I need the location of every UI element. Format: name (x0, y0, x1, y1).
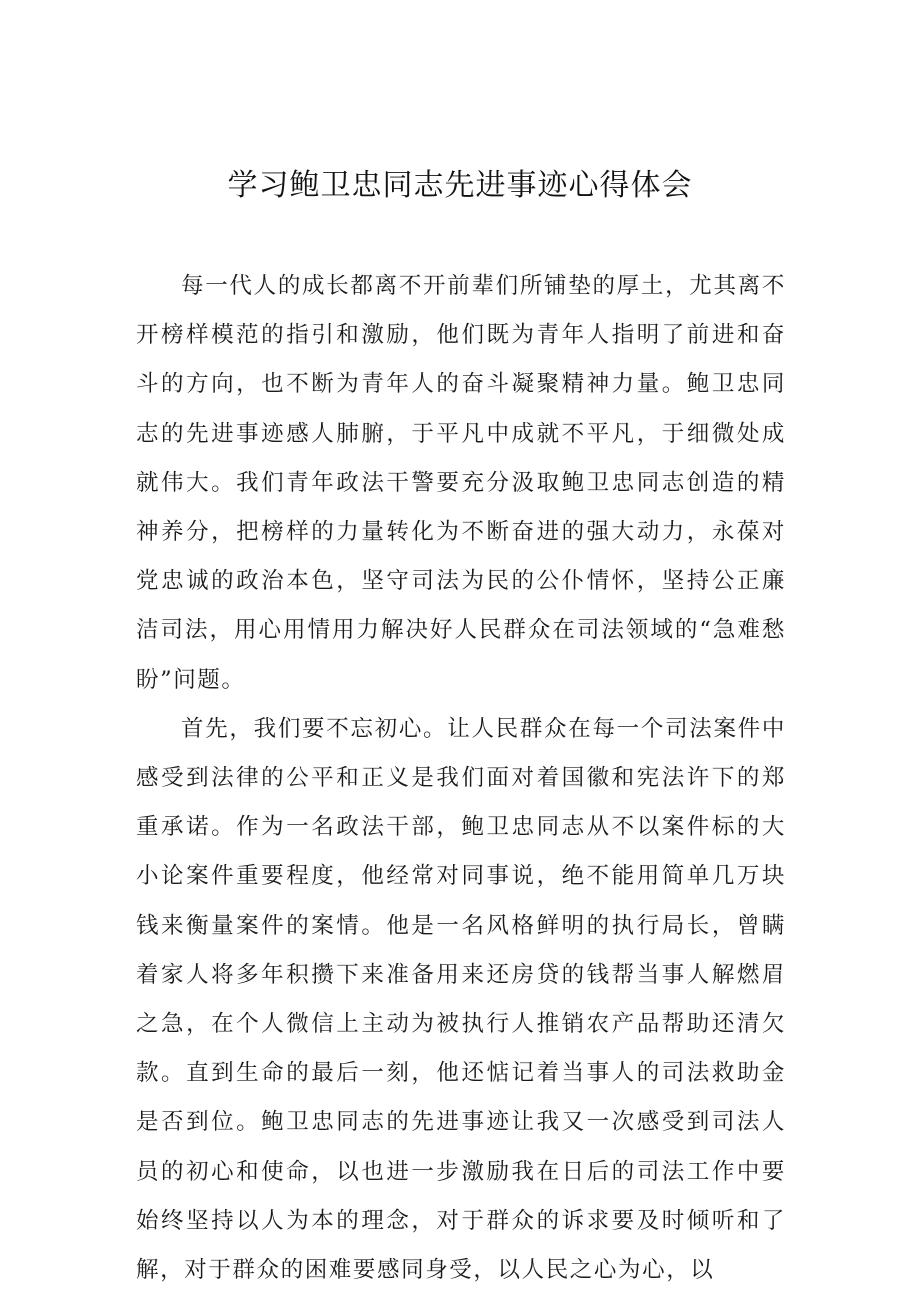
document-title: 学习鲍卫忠同志先进事迹心得体会 (227, 168, 693, 203)
paragraph-2: 首先，我们要不忘初心。让人民群众在每一个司法案件中感受到法律的公平和正义是我们面对着国徽和宪法许下的郑重承诺。作为一名政法干部，鲍卫忠同志从不以案件标的大小论案件重要程度，他经常对同事说，绝不能用简单几万块钱来衡量案件的案情。他是一名风格鲜明的执行局长，曾瞒着家人将多年积攒下来准备用来还房贷的钱帮当事人解燃眉之急，在个人微信上主动为被执行人推销农产品帮助还清欠款。直到生命的最后一刻，他还惦记着当事人的司法救助金是否到位。鲍卫忠同志的先进事迹让我又一次感受到司法人员的初心和使命，以也进一步激励我在日后的司法工作中要始终坚持以人为本的理念，对于群众的诉求要及时倾听和了解，对于群众的困难要感同身受，以人民之心为心，以 (136, 715, 786, 1284)
document-body (136, 262, 786, 1295)
paragraph-1: 每一代人的成长都离不开前辈们所铺垫的厚土，尤其离不开榜样模范的指引和激励，他们既为青年人指明了前进和奋斗的方向，也不断为青年人的奋斗凝聚精神力量。鲍卫忠同志的先进事迹感人肺腑，于平凡中成就不平凡，于细微处成就伟大。我们青年政法干警要充分汲取鲍卫忠同志创造的精神养分，把榜样的力量转化为不断奋进的强大动力，永葆对党忠诚的政治本色，坚守司法为民的公仆情怀，坚持公正廉洁司法，用心用情用力解决好人民群众在司法领域的“急难愁盼”问题。 (136, 273, 786, 693)
